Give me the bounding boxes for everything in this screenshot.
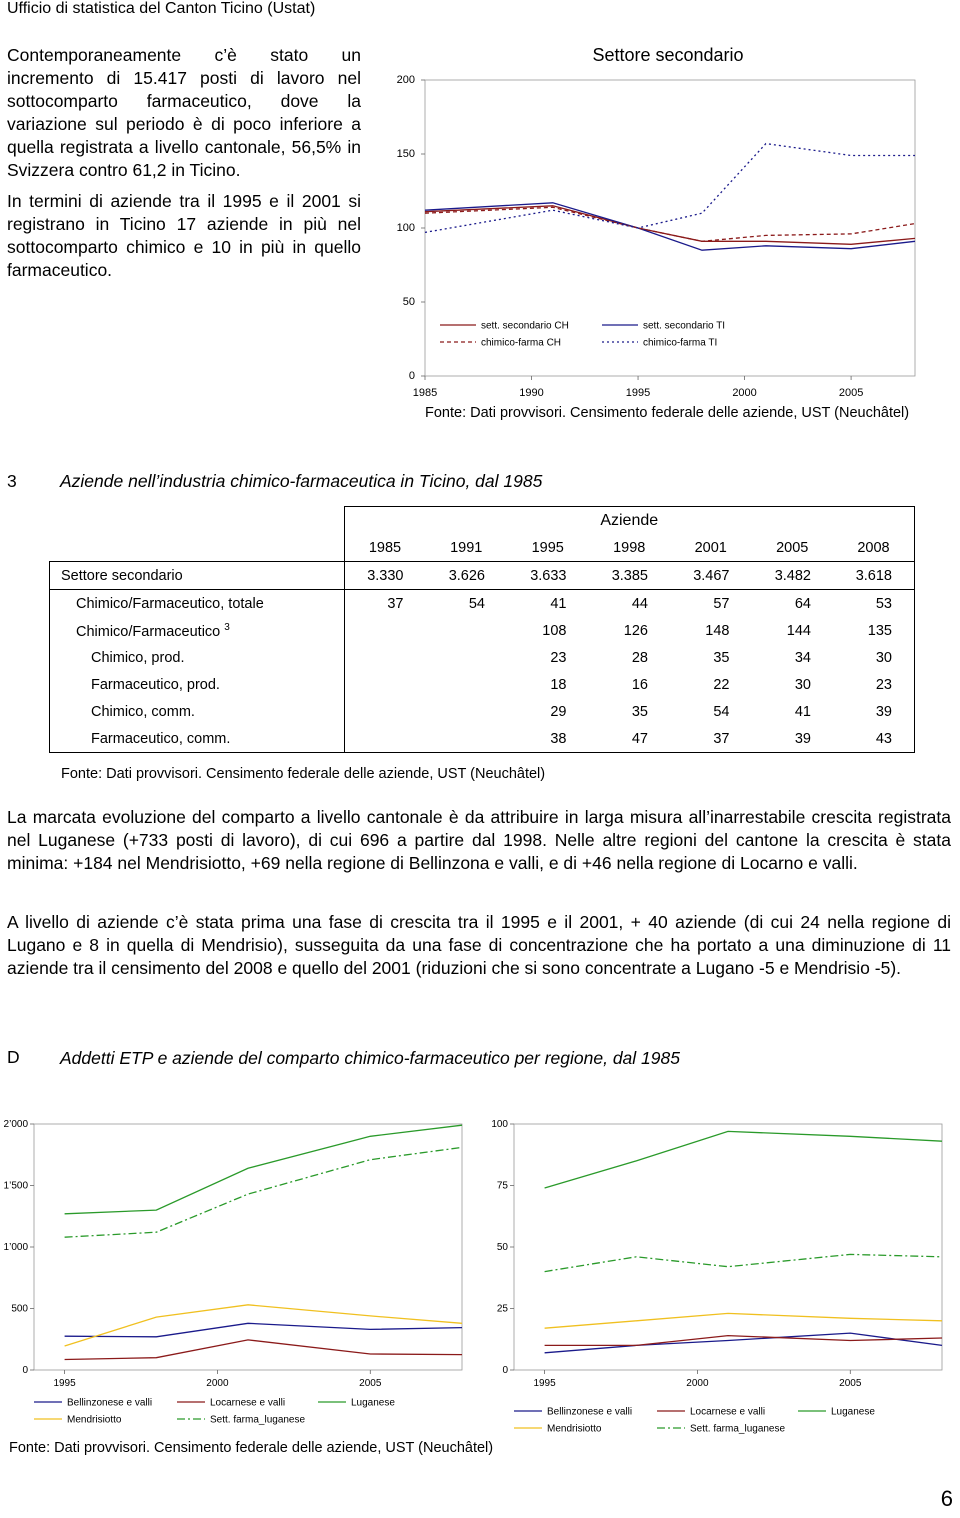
y-tick-label: 0 <box>22 1365 28 1376</box>
table-cell: 3.482 <box>752 562 834 590</box>
y-tick-label: 2’000 <box>3 1119 28 1130</box>
table-cell: 148 <box>705 622 730 639</box>
table-cell: 39 <box>752 725 834 753</box>
table-cell <box>426 617 508 644</box>
footnote-marker: 3 <box>224 621 230 633</box>
series-line <box>425 207 915 241</box>
table-cell: 39 <box>833 698 915 725</box>
year-header: 2008 <box>833 534 915 562</box>
year-header: 1995 <box>507 534 589 562</box>
table-cell: 41 <box>550 595 567 612</box>
table-row <box>50 562 915 590</box>
table-cell: 23 <box>550 649 567 666</box>
table-cell: 144 <box>786 622 811 639</box>
table-row <box>50 617 915 644</box>
table-3-heading <box>7 471 907 495</box>
section-title: Addetti ETP e aziende del comparto chimico-farmaceutico per regione, dal 1985 <box>60 1048 680 1068</box>
chart-source: Fonte: Dati provvisori. Censimento federale delle aziende, UST (Neuchâtel) <box>425 405 910 421</box>
page-header: Ufficio di statistica del Canton Ticino (Ustat) <box>7 0 316 17</box>
table-cell: 54 <box>468 595 485 612</box>
table-cell: 3.467 <box>670 562 752 590</box>
table-cell <box>426 644 508 671</box>
table-cell: 3.633 <box>507 562 589 590</box>
table-cell: 3.330 <box>344 562 426 590</box>
legend-label: sett. secondario CH <box>481 320 569 332</box>
x-tick-label: 1995 <box>53 1378 76 1389</box>
y-tick-label: 50 <box>402 296 415 308</box>
year-header: 1991 <box>426 534 508 562</box>
left-paragraph-1: Contemporaneamente c’è stato un incremento di 15.417 posti di lavoro nel sottocomparto farmaceutico, dove la variazione sul periodo è di poco inferiore a quella registrata a livello cantonale, 56,5% in Svizzera contro 61,2 in Ticino. <box>7 45 361 180</box>
table-cell <box>426 698 508 725</box>
table-cell: 35 <box>713 649 730 666</box>
table-row <box>50 725 915 753</box>
row-label: Chimico/Farmaceutico, totale <box>50 590 345 618</box>
table-cell: 47 <box>589 725 671 753</box>
row-label: Chimico, comm. <box>50 698 345 725</box>
y-tick-label: 0 <box>408 370 415 382</box>
left-paragraph-2: In termini di aziende tra il 1995 e il 2001 si registrano in Ticino 17 aziende in più nel sottocomparto chimico e 10 in più in quello farmaceutico. <box>7 191 361 280</box>
legend-label: Luganese <box>831 1406 875 1418</box>
table-cell: 35 <box>631 703 648 720</box>
legend-label: chimico-farma CH <box>481 337 562 349</box>
series-line <box>545 1313 942 1328</box>
x-tick-label: 2000 <box>686 1378 709 1389</box>
table-cell: 57 <box>713 595 730 612</box>
table-source: Fonte: Dati provvisori. Censimento federale delle aziende, UST (Neuchâtel) <box>61 766 546 782</box>
table-cell: 30 <box>794 676 811 693</box>
y-tick-label: 150 <box>396 148 415 160</box>
legend-label: Locarnese e valli <box>210 1397 286 1409</box>
series-line <box>65 1340 462 1360</box>
y-tick-label: 25 <box>496 1303 508 1315</box>
series-line <box>65 1305 462 1346</box>
legend-label: Sett. farma_luganese <box>690 1423 786 1435</box>
table-title: Aziende nell’industria chimico-farmaceutica in Ticino, dal 1985 <box>60 471 543 491</box>
year-header: 1998 <box>589 534 671 562</box>
y-tick-label: 50 <box>496 1242 508 1253</box>
table-row <box>50 590 915 618</box>
table-cell: 38 <box>507 725 589 753</box>
legend-label: Locarnese e valli <box>690 1406 766 1418</box>
table-cell: 30 <box>833 644 915 671</box>
legend-label: Bellinzonese e valli <box>547 1406 633 1418</box>
x-tick-label: 2005 <box>838 387 864 399</box>
table-cell <box>344 671 426 698</box>
page-number: 6 <box>940 1486 953 1511</box>
x-tick-label: 2000 <box>732 387 757 399</box>
y-tick-label: 200 <box>396 74 415 86</box>
table-cell: 34 <box>794 649 811 666</box>
table-cell <box>344 617 426 644</box>
table-cell: 41 <box>794 703 811 720</box>
plot-area <box>514 1124 942 1370</box>
table-row <box>50 698 915 725</box>
y-tick-label: 1’500 <box>3 1180 28 1192</box>
body-paragraph-2: A livello di aziende c’è stata prima una fase di crescita tra il 1995 e il 2001, + 40 aziende (di cui 24 nella regione di Lugano e 8 in quella di Mendrisio), susseguita da una fase di concentrazione che ha portato a una diminuzione di 11 aziende tra il censimento del 2008 e quello del 2001 (riduzioni che si sono concentrate a Lugano -5 e Mendrisio -5). <box>7 912 951 978</box>
series-line <box>65 1125 462 1214</box>
table-cell: 29 <box>550 703 567 720</box>
table-cell: 64 <box>794 595 811 612</box>
y-tick-label: 75 <box>496 1180 508 1192</box>
table-cell: 3.618 <box>833 562 915 590</box>
table-cell: 126 <box>623 622 648 639</box>
row-label: Chimico/Farmaceutico $^3$ <box>50 617 345 644</box>
legend-label: Mendrisiotto <box>547 1423 602 1435</box>
year-header: 2005 <box>752 534 834 562</box>
y-tick-label: 500 <box>11 1303 28 1315</box>
section-d-heading <box>7 1047 707 1097</box>
group-header: Aziende <box>344 507 915 535</box>
addetti-etp-chart <box>0 1110 470 1440</box>
row-label: Settore secondario <box>50 562 345 590</box>
x-tick-label: 2005 <box>839 1378 862 1389</box>
table-cell <box>344 644 426 671</box>
table-cell: 135 <box>833 617 915 644</box>
legend-label: Sett. farma_luganese <box>210 1414 306 1426</box>
table-number: 3 <box>7 471 17 491</box>
series-line <box>545 1131 942 1188</box>
table-cell <box>344 698 426 725</box>
table-cell: 16 <box>631 676 648 693</box>
table-cell: 22 <box>713 676 730 693</box>
table-cell: 43 <box>833 725 915 753</box>
series-line <box>65 1323 462 1337</box>
body-paragraph-1: La marcata evoluzione del comparto a livello cantonale è da attribuire in larga misura all’inarrestabile crescita registrata nel Luganese (+733 posti di lavoro), di cui 696 a partire dal 1998. Nelle altre regioni del cantone la crescita è stata minima: +184 nel Mendrisiotto, +69 nella regione di Bellinzona e valli, e di +46 nella regione di Locarno e valli. <box>7 807 951 873</box>
table-row <box>50 644 915 671</box>
table-cell: 108 <box>542 622 567 639</box>
table-cell: 3.385 <box>589 562 671 590</box>
year-header: 2001 <box>670 534 752 562</box>
table-cell: 3.626 <box>426 562 508 590</box>
legend-label: sett. secondario TI <box>643 320 726 332</box>
section-letter: D <box>7 1047 20 1067</box>
aziende-table <box>49 506 915 753</box>
legend-label: Bellinzonese e valli <box>67 1397 153 1409</box>
series-line <box>425 144 915 233</box>
x-tick-label: 2005 <box>359 1378 382 1389</box>
series-line <box>545 1254 942 1271</box>
aziende-regione-chart <box>480 1110 950 1440</box>
plot-area <box>34 1124 462 1370</box>
x-tick-label: 2000 <box>206 1378 229 1389</box>
row-label: Farmaceutico, prod. <box>50 671 345 698</box>
table-cell: 54 <box>713 703 730 720</box>
table-cell <box>426 671 508 698</box>
chart-title: Settore secondario <box>592 45 744 65</box>
x-tick-label: 1995 <box>533 1378 556 1389</box>
y-tick-label: 0 <box>502 1365 508 1376</box>
legend-label: Mendrisiotto <box>67 1414 122 1426</box>
y-tick-label: 100 <box>491 1119 508 1130</box>
row-label: Chimico, prod. <box>50 644 345 671</box>
legend-label: Luganese <box>351 1397 395 1409</box>
series-line <box>65 1147 462 1237</box>
table-row <box>50 671 915 698</box>
x-tick-label: 1985 <box>412 387 438 399</box>
table-cell: 44 <box>631 595 648 612</box>
table-cell: 37 <box>670 725 752 753</box>
x-tick-label: 1995 <box>625 387 651 399</box>
x-tick-label: 1990 <box>519 387 544 399</box>
plot-area <box>425 80 915 376</box>
table-cell <box>344 725 426 753</box>
legend-label: chimico-farma TI <box>643 337 718 349</box>
table-cell: 28 <box>631 649 648 666</box>
y-tick-label: 1’000 <box>3 1242 28 1253</box>
table-cell: 53 <box>833 590 915 618</box>
table-cell <box>426 725 508 753</box>
table-cell: 23 <box>833 671 915 698</box>
table-cell: 18 <box>550 676 567 693</box>
table-cell: 37 <box>344 590 426 618</box>
year-header: 1985 <box>344 534 426 562</box>
settore-secondario-chart <box>385 40 925 410</box>
row-label: Farmaceutico, comm. <box>50 725 345 753</box>
charts-source: Fonte: Dati provvisori. Censimento federale delle aziende, UST (Neuchâtel) <box>9 1440 494 1456</box>
y-tick-label: 100 <box>396 222 415 234</box>
